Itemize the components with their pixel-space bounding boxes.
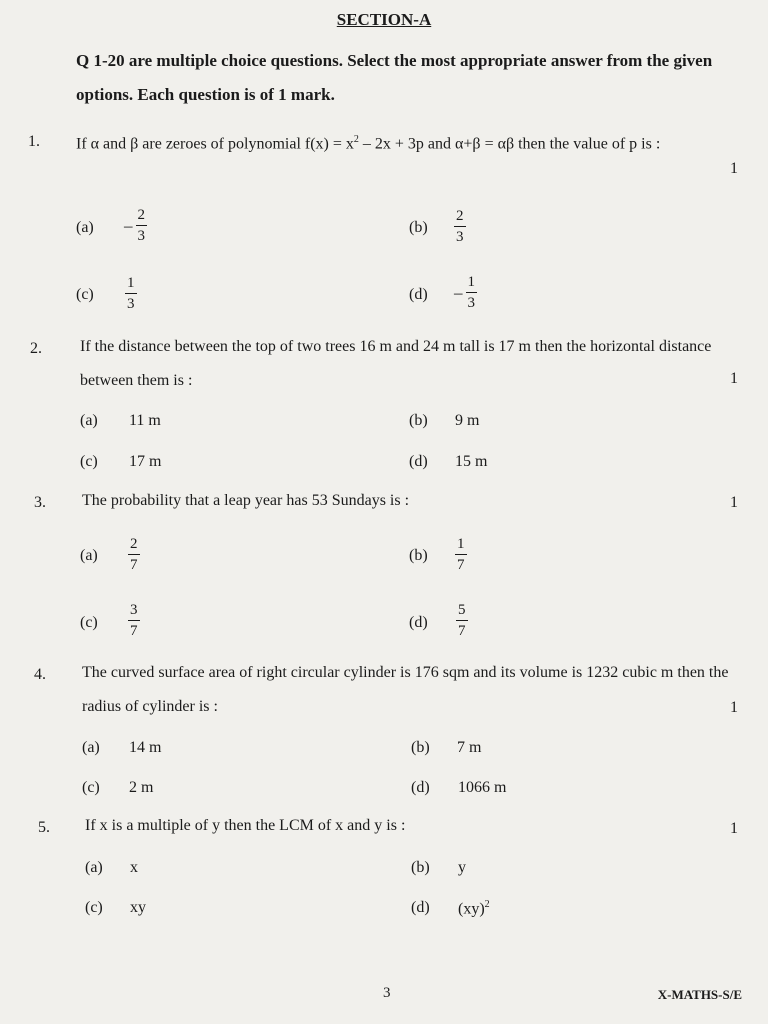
question-text: If x is a multiple of y then the LCM of x and y is :: [85, 817, 406, 834]
option-value: 17 m: [129, 453, 162, 470]
question-text: The curved surface area of right circular cylinder is 176 sqm and its volume is 1232 cubic m then the radius of cylinder is :: [82, 664, 729, 715]
option-label: (a): [82, 739, 100, 756]
denominator: 7: [458, 623, 466, 639]
numerator: 2: [128, 536, 140, 555]
exponent: 2: [484, 899, 490, 910]
option-value: y: [458, 859, 466, 876]
option-label: (d): [411, 779, 430, 796]
option-value: [458, 899, 490, 918]
option-label: (d): [411, 899, 430, 916]
option-value: x: [130, 859, 138, 876]
numerator: 1: [125, 275, 137, 294]
question-marks: 1: [730, 370, 738, 387]
numerator: 2: [454, 208, 466, 227]
numerator: 3: [128, 602, 140, 621]
option-label: (c): [85, 899, 103, 916]
denominator: 3: [467, 295, 475, 311]
question-text-part: – 2x + 3p and α+β = αβ then the value of p is :: [358, 135, 661, 153]
option-label: (d): [409, 614, 428, 631]
question-number: 5.: [38, 819, 50, 836]
question-number: 3.: [34, 494, 46, 511]
option-value: 7 m: [457, 739, 482, 756]
option-value: [125, 274, 137, 312]
question-marks: 1: [730, 820, 738, 837]
option-label: (c): [80, 614, 98, 631]
option-value: [128, 535, 140, 573]
option-label: (a): [85, 859, 103, 876]
section-title-text: SECTION-A: [336, 10, 432, 29]
question-text: If the distance between the top of two trees 16 m and 24 m tall is 17 m then the horizontal distance between them is :: [80, 338, 712, 389]
exponent: 2: [353, 134, 359, 145]
option-label: (d): [409, 286, 428, 303]
option-label: (a): [80, 547, 98, 564]
option-value: 11 m: [129, 412, 161, 429]
option-label: (b): [409, 547, 428, 564]
option-label: (b): [411, 859, 430, 876]
numerator: 5: [456, 602, 468, 621]
option-value: [454, 274, 477, 311]
minus-sign: –: [454, 282, 463, 302]
minus-sign: –: [124, 215, 133, 235]
option-value: 2 m: [129, 779, 154, 796]
denominator: 3: [137, 228, 145, 244]
question-marks: 1: [730, 699, 738, 716]
option-value: 1066 m: [458, 779, 507, 796]
question-number: 2.: [30, 340, 42, 357]
option-label: (c): [82, 779, 100, 796]
option-label: (a): [76, 219, 94, 236]
option-label: (a): [80, 412, 98, 429]
question-number: 4.: [34, 666, 46, 683]
option-value: [455, 535, 467, 573]
page-number: 3: [383, 985, 391, 1001]
denominator: 7: [130, 557, 138, 573]
instructions: Q 1-20 are multiple choice questions. Select the most appropriate answer from the given options. Each question is of 1 mark.: [76, 51, 713, 104]
option-label: (d): [409, 453, 428, 470]
option-value: xy: [130, 899, 146, 916]
option-value: [454, 207, 466, 245]
question-number: 1.: [28, 133, 40, 150]
option-label: (c): [80, 453, 98, 470]
denominator: 3: [456, 229, 464, 245]
numerator: 2: [136, 207, 148, 226]
question-text-part: If α and β are zeroes of polynomial f(x) = x: [76, 135, 354, 153]
option-label: (b): [409, 412, 428, 429]
option-value-base: (xy): [458, 900, 485, 918]
option-value: 15 m: [455, 453, 488, 470]
denominator: 3: [127, 296, 135, 312]
option-value: 9 m: [455, 412, 480, 429]
question-marks: 1: [730, 494, 738, 511]
option-label: (b): [409, 219, 428, 236]
section-title: [0, 10, 768, 30]
paper-code: X-MATHS-S/E: [657, 987, 742, 1002]
question-marks: 1: [730, 160, 738, 177]
option-label: (c): [76, 286, 94, 303]
numerator: 1: [466, 274, 478, 293]
denominator: 7: [457, 557, 465, 573]
option-value: 14 m: [129, 739, 162, 756]
denominator: 7: [130, 623, 138, 639]
question-text: [76, 123, 746, 161]
option-label: (b): [411, 739, 430, 756]
question-text: The probability that a leap year has 53 Sundays is :: [82, 492, 410, 509]
numerator: 1: [455, 536, 467, 555]
option-value: [124, 207, 147, 244]
option-value: [456, 601, 468, 639]
option-value: [128, 601, 140, 639]
